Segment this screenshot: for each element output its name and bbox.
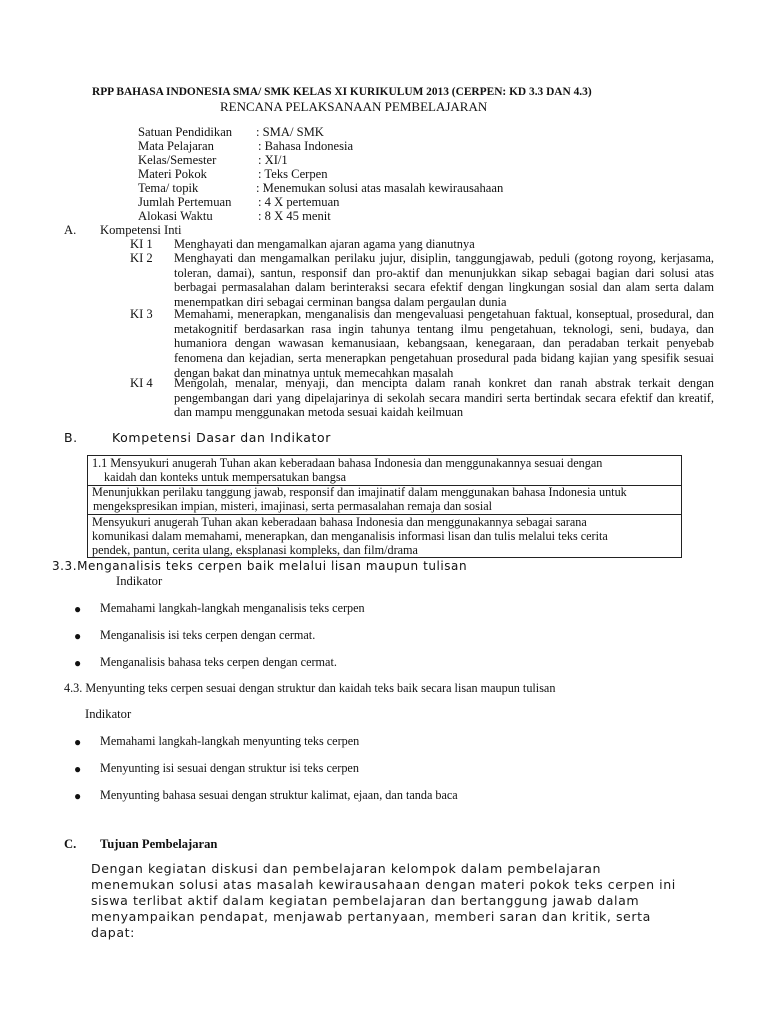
section-b-title: Kompetensi Dasar dan Indikator — [112, 430, 331, 445]
kd-box — [87, 485, 682, 515]
section-a-title: Kompetensi Inti — [100, 223, 182, 237]
indicator-item: Menganalisis isi teks cerpen dengan cermat. — [100, 628, 316, 642]
identity-value: : XI/1 — [258, 153, 288, 167]
kd-box-line: kaidah dan konteks untuk mempersatukan bangsa — [104, 469, 346, 484]
identity-value: : Menemukan solusi atas masalah kewirausahaan — [256, 181, 504, 195]
indicator-item: Menyunting bahasa sesuai dengan struktur kalimat, ejaan, dan tanda baca — [100, 788, 458, 802]
bullet-icon: ● — [74, 656, 82, 670]
kd-box-line: komunikasi dalam memahami, menerapkan, dan menganalisis informasi lisan dan tulis melalui teks cerita — [92, 528, 608, 543]
bullet-icon: ● — [74, 735, 82, 749]
kd-box-line: Mensyukuri anugerah Tuhan akan keberadaan bahasa Indonesia dan menggunakannya sebagai sarana — [92, 515, 587, 529]
ki-code: KI 4 — [130, 376, 153, 390]
identity-label: Tema/ topik — [138, 181, 199, 195]
kd-box — [87, 514, 682, 558]
identity-label: Materi Pokok — [138, 167, 207, 181]
tujuan-paragraph: Dengan kegiatan diskusi dan pembelajaran kelompok dalam pembelajaran menemukan solusi atas masalah kewirausahaan dengan materi pokok teks cerpen ini siswa terlibat aktif dalam kegiatan pembelajaran dan bertanggung jawab dalam menyampaikan pendapat, menjawab pertanyaan, memberi saran dan kritik, serta dapat: — [91, 861, 676, 940]
ki-code: KI 1 — [130, 237, 153, 251]
bullet-icon: ● — [74, 762, 82, 776]
identity-label: Alokasi Waktu — [138, 209, 213, 223]
kd-box-line: Menunjukkan perilaku tanggung jawab, responsif dan imajinatif dalam menggunakan bahasa Indonesia untuk — [92, 485, 627, 499]
kd-4-3-heading: 4.3. Menyunting teks cerpen sesuai dengan struktur dan kaidah teks baik secara lisan maupun tulisan — [64, 681, 556, 695]
bullet-icon: ● — [74, 629, 82, 643]
kd-3-3-heading: 3.3.Menganalisis teks cerpen baik melalui lisan maupun tulisan — [52, 559, 468, 573]
identity-label: Jumlah Pertemuan — [138, 195, 232, 209]
identity-label: Satuan Pendidikan — [138, 125, 233, 139]
indicator-item: Memahami langkah-langkah menganalisis teks cerpen — [100, 601, 365, 615]
ki-text: Menghayati dan mengamalkan ajaran agama yang dianutnya — [174, 237, 475, 251]
kd-box-line: 1.1 Mensyukuri anugerah Tuhan akan keberadaan bahasa Indonesia dan menggunakannya sesuai dengan — [92, 456, 603, 470]
ki-code: KI 3 — [130, 307, 153, 321]
bullet-icon: ● — [74, 602, 82, 616]
identity-value: : SMA/ SMK — [256, 125, 324, 139]
bullet-icon: ● — [74, 789, 82, 803]
ki-text: Menghayati dan mengamalkan perilaku jujur, disiplin, tanggungjawab, peduli (gotong royong, kerjasama, toleran, damai), santun, responsif dan pro-aktif dan menunjukkan sikap sebagai bagian dari solusi atas berbagai permasalahan dalam berinteraksi secara efektif dengan lingkungan sosial dan alam serta dalam menempatkan diri sebagai cerminan bangsa dalam pergaulan dunia — [174, 251, 714, 310]
identity-value: : 4 X pertemuan — [258, 195, 340, 209]
ki-code: KI 2 — [130, 251, 153, 265]
kd-box-line: pendek, pantun, cerita ulang, eksplanasi kompleks, dan film/drama — [92, 542, 418, 557]
document-title: RPP BAHASA INDONESIA SMA/ SMK KELAS XI KURIKULUM 2013 (CERPEN: KD 3.3 DAN 4.3) — [92, 86, 592, 98]
identity-value: : 8 X 45 menit — [258, 209, 331, 223]
section-c-title: Tujuan Pembelajaran — [100, 837, 218, 851]
indicator-item: Menganalisis bahasa teks cerpen dengan cermat. — [100, 655, 337, 669]
kd-box — [87, 455, 682, 486]
indicator-label: Indikator — [85, 707, 132, 721]
identity-value: : Teks Cerpen — [258, 167, 328, 181]
identity-label: Mata Pelajaran — [138, 139, 214, 153]
identity-label: Kelas/Semester — [138, 153, 217, 167]
section-a-letter: A. — [64, 223, 77, 237]
kd-box-line: mengekspresikan impian, misteri, imajinasi, serta permasalahan remaja dan sosial — [93, 498, 493, 513]
indicator-item: Menyunting isi sesuai dengan struktur isi teks cerpen — [100, 761, 359, 775]
identity-value: : Bahasa Indonesia — [258, 139, 354, 153]
document-subtitle: RENCANA PELAKSANAAN PEMBELAJARAN — [220, 99, 488, 114]
indicator-label: Indikator — [116, 574, 163, 588]
section-b-letter: B. — [64, 430, 78, 445]
ki-text: Memahami, menerapkan, menganalisis dan mengevaluasi pengetahuan faktual, konseptual, prosedural, dan metakognitif berdasarkan rasa ingin tahunya tentang ilmu pengetahuan, teknologi, seni, budaya, dan humaniora dengan wawasan kemanusiaan, kebangsaan, kenegaraan, dan peradaban terkait penyebab fenomena dan kejadian, serta menerapkan pengetahuan prosedural pada bidang kajian yang spesifik sesuai dengan bakat dan minatnya untuk memecahkan masalah — [174, 307, 714, 380]
ki-text: Mengolah, menalar, menyaji, dan mencipta dalam ranah konkret dan ranah abstrak terkait dengan pengembangan dari yang dipelajarinya di sekolah secara mandiri serta bertindak secara efektif dan kreatif, dan mampu menggunakan metoda sesuai kaidah keilmuan — [174, 376, 714, 420]
indicator-item: Memahami langkah-langkah menyunting teks cerpen — [100, 734, 360, 748]
section-c-letter: C. — [64, 837, 77, 851]
